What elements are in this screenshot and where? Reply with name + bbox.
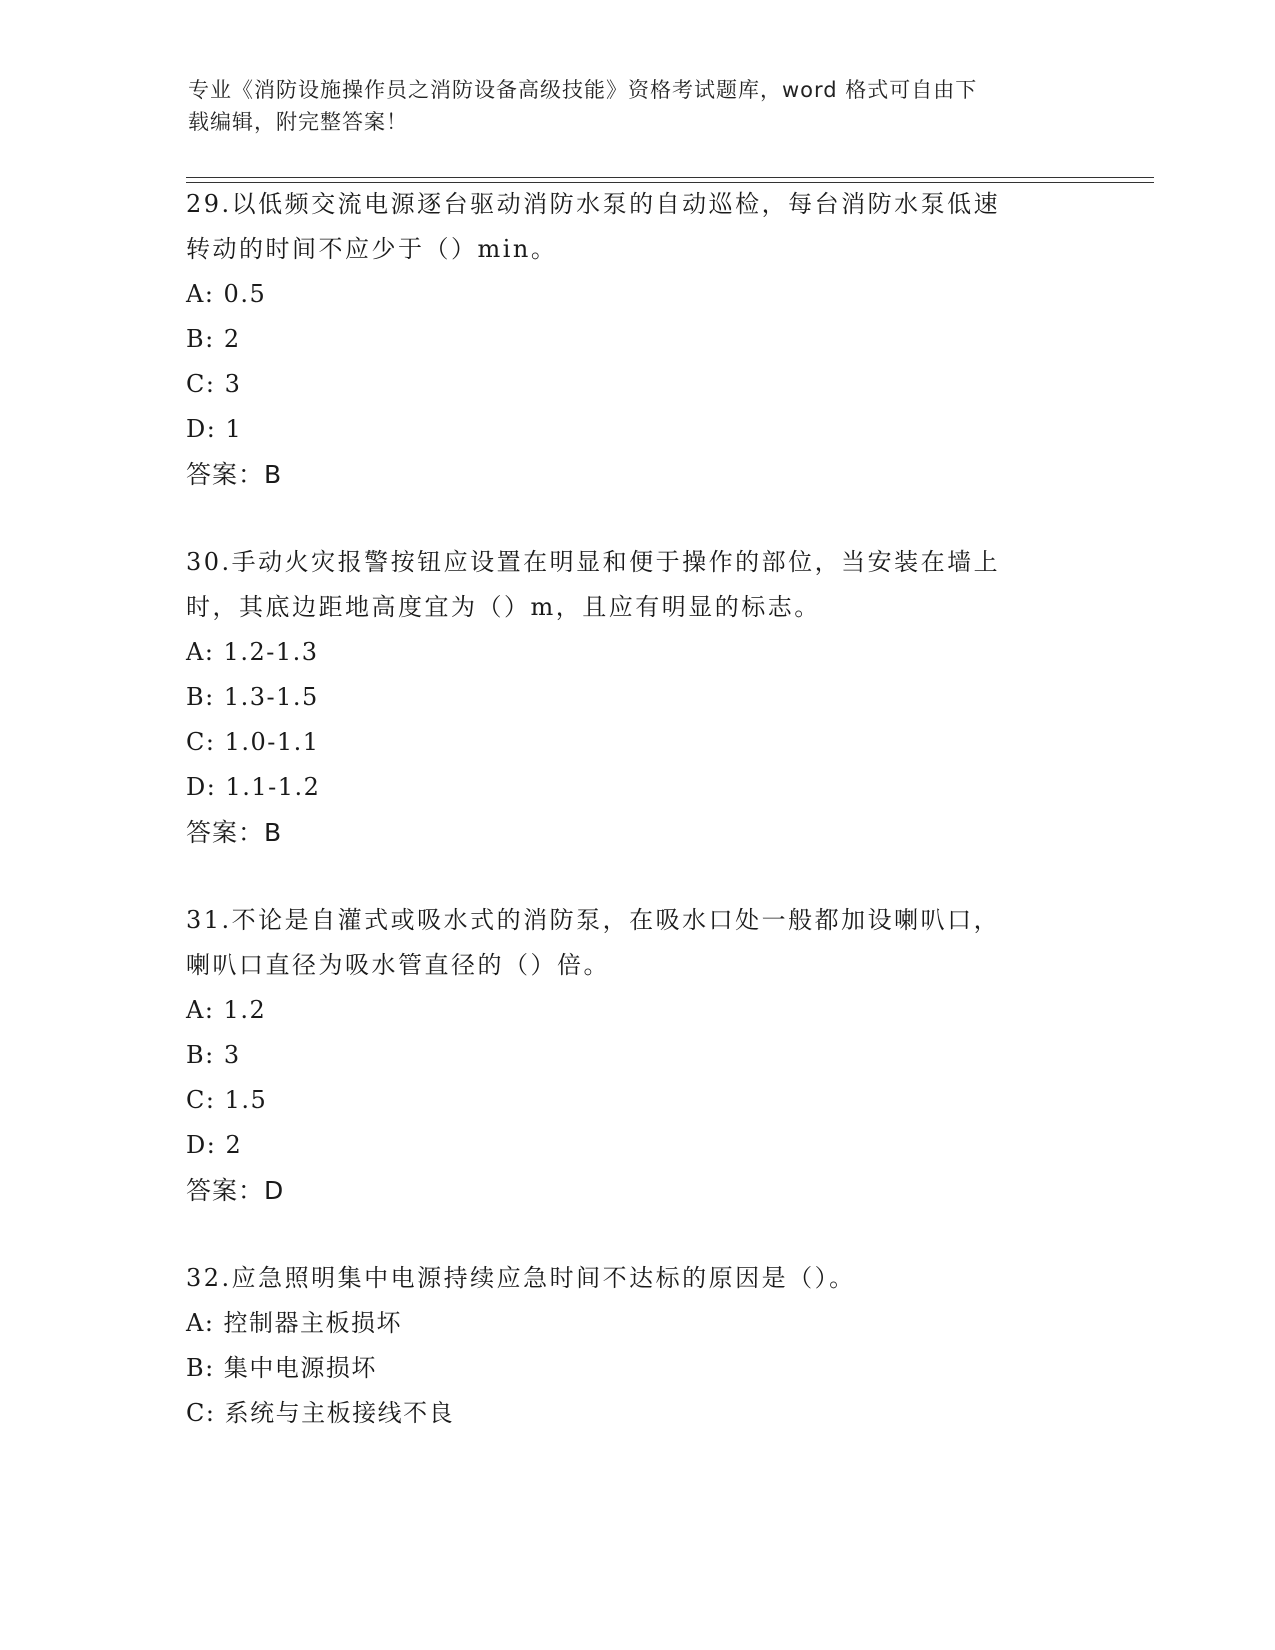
question-stem-line-1: 32.应急照明集中电源持续应急时间不达标的原因是（）。 [186,1264,856,1292]
option-a: A: 1.2 [186,996,267,1024]
option-b: B: 1.3-1.5 [186,683,319,711]
option-d: D: 1.1-1.2 [186,773,321,801]
option-c: C: 1.0-1.1 [186,728,320,756]
option-b: B: 集中电源损坏 [186,1354,377,1382]
question-29 [186,182,1086,497]
option-a: A: 0.5 [186,280,267,308]
question-31 [186,898,1086,1213]
option-a: A: 控制器主板损坏 [186,1309,403,1337]
question-stem-line-1: 31.不论是自灌式或吸水式的消防泵，在吸水口处一般都加设喇叭口， [186,906,1001,934]
question-stem-line-2: 转动的时间不应少于（）min。 [186,235,558,263]
option-b: B: 3 [186,1041,241,1069]
header-divider-top [186,177,1154,178]
question-stem-line-1: 29.以低频交流电源逐台驱动消防水泵的自动巡检，每台消防水泵低速 [186,190,1001,218]
answer: 答案：D [186,1176,285,1205]
question-30 [186,540,1086,855]
option-d: D: 1 [186,415,243,443]
question-stem-line-2: 时，其底边距地高度宜为（）m，且应有明显的标志。 [186,593,821,621]
question-32 [186,1256,1086,1436]
header-line-1: 专业《消防设施操作员之消防设备高级技能》资格考试题库，word 格式可自由下 [188,78,978,102]
option-b: B: 2 [186,325,241,353]
option-c: C: 系统与主板接线不良 [186,1399,455,1427]
document-header [188,74,1068,138]
answer: 答案：B [186,460,283,489]
option-a: A: 1.2-1.3 [186,638,319,666]
question-stem-line-2: 喇叭口直径为吸水管直径的（）倍。 [186,951,610,979]
header-line-2: 载编辑，附完整答案！ [188,110,408,134]
option-c: C: 1.5 [186,1086,268,1114]
answer: 答案：B [186,818,283,847]
option-d: D: 2 [186,1131,243,1159]
question-stem-line-1: 30.手动火灾报警按钮应设置在明显和便于操作的部位，当安装在墙上 [186,548,1001,576]
option-c: C: 3 [186,370,242,398]
